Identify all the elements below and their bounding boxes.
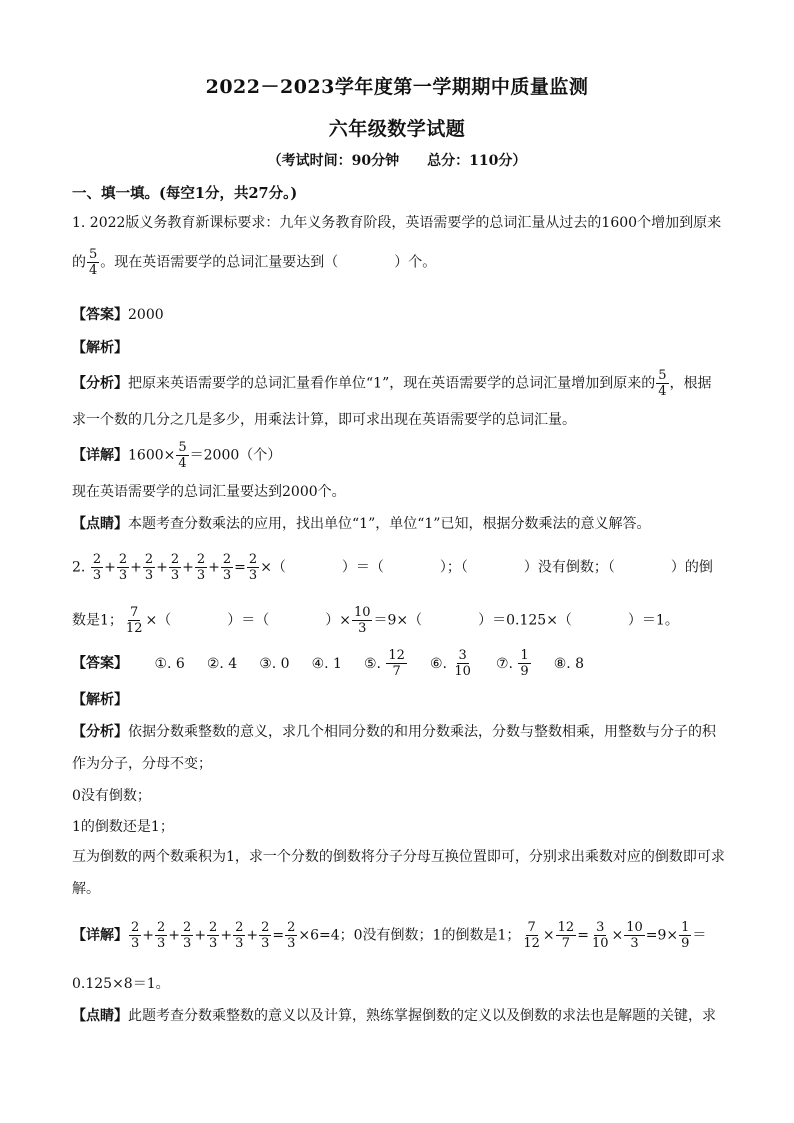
frac-numerator: 2 <box>131 920 140 935</box>
plus-sign: + <box>130 559 142 576</box>
dianjing-text: 此题考查分数乘整数的意义以及计算，熟练掌握倒数的定义以及倒数的求法也是解题的关键，求 <box>128 1008 716 1024</box>
frac-denominator: 9 <box>520 664 529 679</box>
frac-numerator: 2 <box>170 552 180 567</box>
answer-index-marker: ⑥. <box>429 655 452 672</box>
frac <box>207 920 219 951</box>
frac-numerator: 2 <box>157 920 166 935</box>
frac-numerator: 1 <box>520 648 529 663</box>
frac <box>129 920 141 951</box>
frac <box>624 920 645 951</box>
frac <box>352 605 373 636</box>
xiangjie-fraction <box>176 440 188 471</box>
frac-denominator: 10 <box>454 664 471 679</box>
fenxi-text-tail: ，根据 <box>669 375 712 392</box>
frac-denominator: 3 <box>144 568 154 583</box>
q1-fenxi-line1 <box>72 368 712 399</box>
plus-sign: + <box>104 559 116 576</box>
xiangjie-text: ×6=4；0没有倒数；1的倒数是1； <box>298 927 521 944</box>
frac-denominator: 3 <box>196 568 206 583</box>
frac-numerator: 2 <box>261 920 270 935</box>
frac-denominator: 3 <box>92 568 102 583</box>
q1-stem-line1: 1. 2022版义务教育新课标要求：九年义务教育阶段，英语需要学的总词汇量从过去的1600个增加到原来 <box>72 215 722 231</box>
frac-denominator: 3 <box>183 936 192 951</box>
answer-value: 8 <box>575 655 585 672</box>
frac-numerator: 3 <box>458 648 467 663</box>
fenxi-tag: 【分析】 <box>72 375 128 392</box>
equals-sign: = <box>577 927 589 944</box>
fenxi-tag: 【分析】 <box>72 724 128 740</box>
frac-denominator: 3 <box>287 936 296 951</box>
frac-denominator: 3 <box>118 568 128 583</box>
frac-numerator: 10 <box>626 920 643 935</box>
frac-denominator: 4 <box>89 263 98 278</box>
frac-numerator: 12 <box>388 648 405 663</box>
dianjing-text: 本题考查分数乘法的应用，找出单位“1”，单位“1”已知，根据分数乘法的意义解答。 <box>128 516 651 532</box>
frac <box>285 920 297 951</box>
plus-sign: + <box>156 559 168 576</box>
answer-tag: 【答案】 <box>72 655 128 672</box>
q1-answer <box>72 305 164 325</box>
frac <box>247 552 259 583</box>
q2-fenxi-line1 <box>72 722 716 742</box>
page-title: 2022－2023学年度第一学期期中质量监测 <box>205 76 589 98</box>
frac <box>556 920 577 951</box>
xiangjie-result: ＝2000（个） <box>189 447 282 464</box>
frac-numerator: 2 <box>209 920 218 935</box>
frac-numerator: 7 <box>130 605 139 620</box>
q2-fenxi-line6: 解。 <box>72 881 100 897</box>
q1-line2-pre: 的 <box>72 254 86 271</box>
q2-line2-pre: 数是1； <box>72 612 123 629</box>
q1-line2-post: 。现在英语需要学的总词汇量要达到（ ）个。 <box>100 254 437 271</box>
answer-value: 1 <box>333 655 342 672</box>
page-subtitle: 六年级数学试题 <box>328 118 466 140</box>
frac-denominator: 3 <box>630 936 639 951</box>
frac-numerator: 2 <box>222 552 232 567</box>
q2-fenxi-line4: 1的倒数还是1； <box>72 819 174 835</box>
answer-fraction <box>518 648 530 679</box>
plus-sign: + <box>168 927 181 944</box>
frac-denominator: 3 <box>222 568 232 583</box>
frac-denominator: 9 <box>681 936 690 951</box>
answer-item <box>259 656 289 672</box>
frac-numerator: 2 <box>287 920 296 935</box>
answer-item <box>207 656 237 672</box>
frac-denominator: 10 <box>591 936 609 951</box>
q2-stem-line1 <box>72 552 713 583</box>
q1-fenxi-line2: 求一个数的几分之几是多少，用乘法计算，即可求出现在英语需要学的总词汇量。 <box>72 412 576 428</box>
plus-sign: + <box>246 927 259 944</box>
answer-item <box>312 656 342 672</box>
dianjing-tag: 【点睛】 <box>72 1008 128 1024</box>
equals-sign: ＝ <box>692 927 707 944</box>
dianjing-tag: 【点睛】 <box>72 516 128 532</box>
q2-xiangjie-line2: 0.125×8＝1。 <box>72 976 170 992</box>
times-sign: × <box>611 927 624 944</box>
frac-numerator: 7 <box>527 920 536 935</box>
answer-index-marker: ②. <box>206 655 229 672</box>
frac-numerator: 3 <box>596 920 605 935</box>
frac-numerator: 2 <box>92 552 102 567</box>
q1-conclusion: 现在英语需要学的总词汇量要达到2000个。 <box>72 484 346 500</box>
frac-denominator: 7 <box>561 936 571 951</box>
q2-fenxi-line5: 互为倒数的两个数乘积为1，求一个分数的倒数将分子分母互换位置即可，分别求出乘数对应的倒数即可求 <box>72 849 725 865</box>
frac <box>259 920 271 951</box>
exam-info: （考试时间：90分钟 总分：110分） <box>267 153 527 169</box>
plus-sign: + <box>194 927 207 944</box>
frac-denominator: 3 <box>209 936 218 951</box>
answer-fraction <box>386 648 407 679</box>
q2-fenxi-line2: 作为分子，分母不变； <box>72 756 212 772</box>
question-number: 2. <box>72 559 86 576</box>
q1-xiangjie <box>72 440 281 471</box>
answer-item <box>429 648 474 679</box>
plus-sign: + <box>142 927 155 944</box>
answer-index-marker: ①. <box>154 655 176 672</box>
frac-denominator: 3 <box>248 568 258 583</box>
answer-index-marker: ⑧. <box>553 655 576 672</box>
frac-numerator: 5 <box>89 247 98 262</box>
frac-denominator: 3 <box>261 936 270 951</box>
times-sign: × <box>542 927 555 944</box>
plus-sign: + <box>182 559 194 576</box>
xiangjie-text: 1600× <box>128 447 176 464</box>
q1-stem-line2 <box>72 247 436 278</box>
q1-fraction <box>87 247 99 278</box>
answer-tag: 【答案】 <box>72 307 128 323</box>
answer-item <box>154 656 184 672</box>
frac <box>181 920 193 951</box>
q2-blanks: ×（ ）＝（ ）；（ ）没有倒数；（ ）的倒 <box>260 559 713 576</box>
frac-numerator: 2 <box>248 552 258 567</box>
frac <box>124 605 145 636</box>
q2-answer <box>72 648 584 679</box>
frac-denominator: 7 <box>392 664 401 679</box>
frac-numerator: 12 <box>557 920 575 935</box>
frac-numerator: 5 <box>658 368 667 383</box>
answer-item <box>554 656 584 672</box>
frac-denominator: 12 <box>125 621 143 636</box>
fenxi-text: 依据分数乘整数的意义，求几个相同分数的和用分数乘法，分数与整数相乘，用整数与分子的积 <box>128 724 716 740</box>
fenxi-text: 把原来英语需要学的总词汇量看作单位“1”，现在英语需要学的总词汇量增加到原来的 <box>128 375 656 392</box>
plus-sign: + <box>208 559 220 576</box>
frac-denominator: 3 <box>157 936 166 951</box>
q2-line2-end: ＝9×（ ）＝0.125×（ ）＝1。 <box>373 612 679 629</box>
answer-index-marker: ⑤. <box>363 655 386 672</box>
equals-sign: = <box>234 559 246 576</box>
frac-denominator: 12 <box>523 936 540 951</box>
frac <box>590 920 611 951</box>
q2-xiangjie <box>72 920 706 951</box>
frac <box>195 552 207 583</box>
answer-value: 4 <box>228 655 238 672</box>
frac <box>155 920 167 951</box>
frac-numerator: 2 <box>235 920 244 935</box>
frac-denominator: 3 <box>170 568 180 583</box>
frac-numerator: 2 <box>196 552 206 567</box>
q2-stem-line2 <box>72 605 679 636</box>
answer-value: 6 <box>175 655 185 672</box>
q1-analysis-tag: 【解析】 <box>72 340 128 356</box>
answer-index-marker: ④. <box>311 655 334 672</box>
q2-line2-mid: ×（ ）＝（ ）× <box>145 612 351 629</box>
frac-numerator: 5 <box>178 440 187 455</box>
frac-denominator: 3 <box>235 936 244 951</box>
q1-dianjing <box>72 514 650 534</box>
frac-numerator: 1 <box>681 920 690 935</box>
xiangjie-text: =9× <box>645 927 679 944</box>
answer-index-marker: ⑦. <box>495 655 518 672</box>
answer-fraction <box>452 648 473 679</box>
frac <box>169 552 181 583</box>
frac-numerator: 10 <box>353 605 371 620</box>
answer-value: 2000 <box>128 307 164 323</box>
frac <box>117 552 129 583</box>
plus-sign: + <box>220 927 233 944</box>
frac <box>143 552 155 583</box>
frac-denominator: 3 <box>358 621 367 636</box>
answer-item <box>363 648 408 679</box>
q2-fenxi-line3: 0没有倒数； <box>72 788 151 804</box>
answer-value: 0 <box>280 655 290 672</box>
frac-numerator: 2 <box>144 552 154 567</box>
frac <box>521 920 542 951</box>
fenxi-fraction <box>656 368 668 399</box>
frac-denominator: 3 <box>131 936 140 951</box>
frac <box>221 552 233 583</box>
frac-denominator: 4 <box>658 384 667 399</box>
q2-dianjing <box>72 1006 716 1026</box>
frac <box>91 552 103 583</box>
xiangjie-tag: 【详解】 <box>72 927 128 944</box>
answer-list <box>132 648 585 679</box>
equals-sign: = <box>272 927 285 944</box>
answer-index-marker: ③. <box>259 655 281 672</box>
q2-analysis-tag: 【解析】 <box>72 692 128 708</box>
xiangjie-tag: 【详解】 <box>72 447 128 464</box>
frac-numerator: 2 <box>118 552 128 567</box>
frac <box>233 920 245 951</box>
frac <box>679 920 691 951</box>
frac-denominator: 4 <box>178 456 187 471</box>
answer-item <box>495 648 532 679</box>
section-heading: 一、填一填。(每空1分，共27分。) <box>72 185 298 202</box>
frac-numerator: 2 <box>183 920 192 935</box>
